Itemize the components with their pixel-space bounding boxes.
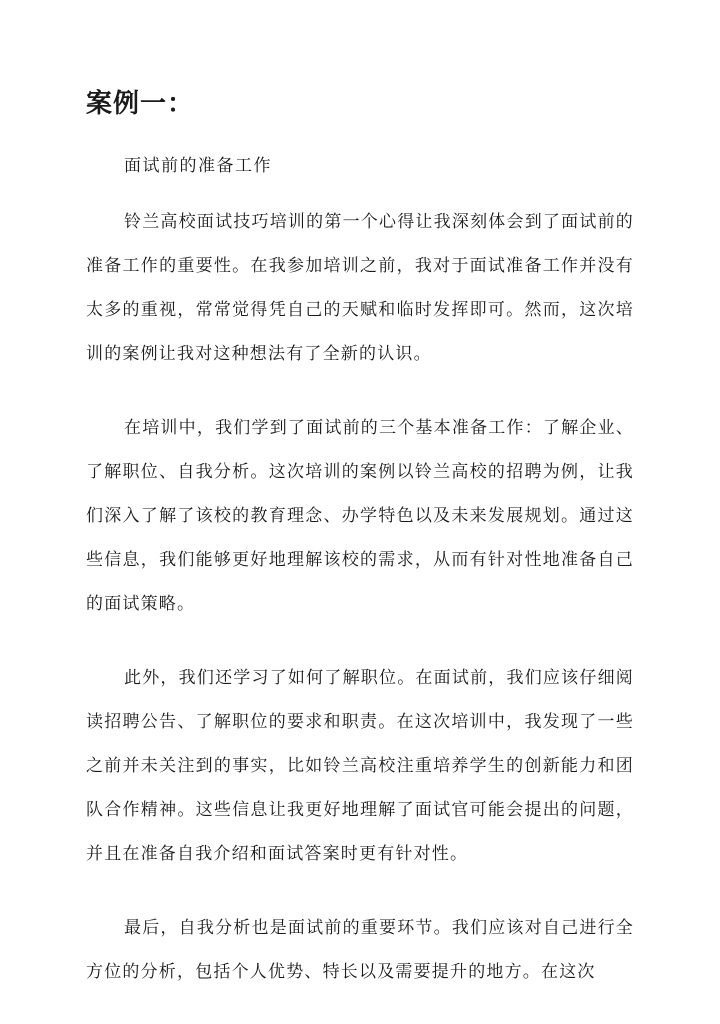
case-heading: 案例一： [86,89,195,119]
paragraph-4: 最后，自我分析也是面试前的重要环节。我们应该对自己进行全方位的分析，包括个人优势、特长以及需要提升的地方。在这次 [86,918,634,982]
body-text [86,200,634,1024]
paragraph-1: 铃兰高校面试技巧培训的第一个心得让我深刻体会到了面试前的准备工作的重要性。在我参加培训之前，我对于面试准备工作并没有太多的重视，常常觉得凭自己的天赋和临时发挥即可。然而，这次培训的案例让我对这种想法有了全新的认识。 [86,212,634,364]
paragraph-2: 在培训中，我们学到了面试前的三个基本准备工作：了解企业、了解职位、自我分析。这次培训的案例以铃兰高校的招聘为例，让我们深入了解了该校的教育理念、办学特色以及未来发展规划。通过这些信息，我们能够更好地理解该校的需求，从而有针对性地准备自己的面试策略。 [86,418,634,614]
paragraph-3: 此外，我们还学习了如何了解职位。在面试前，我们应该仔细阅读招聘公告、了解职位的要求和职责。在这次培训中，我发现了一些之前并未关注到的事实，比如铃兰高校注重培养学生的创新能力和团队合作精神。这些信息让我更好地理解了面试官可能会提出的问题，并且在准备自我介绍和面试答案时更有针对性。 [86,668,634,864]
section-subtitle: 面试前的准备工作 [124,156,272,176]
